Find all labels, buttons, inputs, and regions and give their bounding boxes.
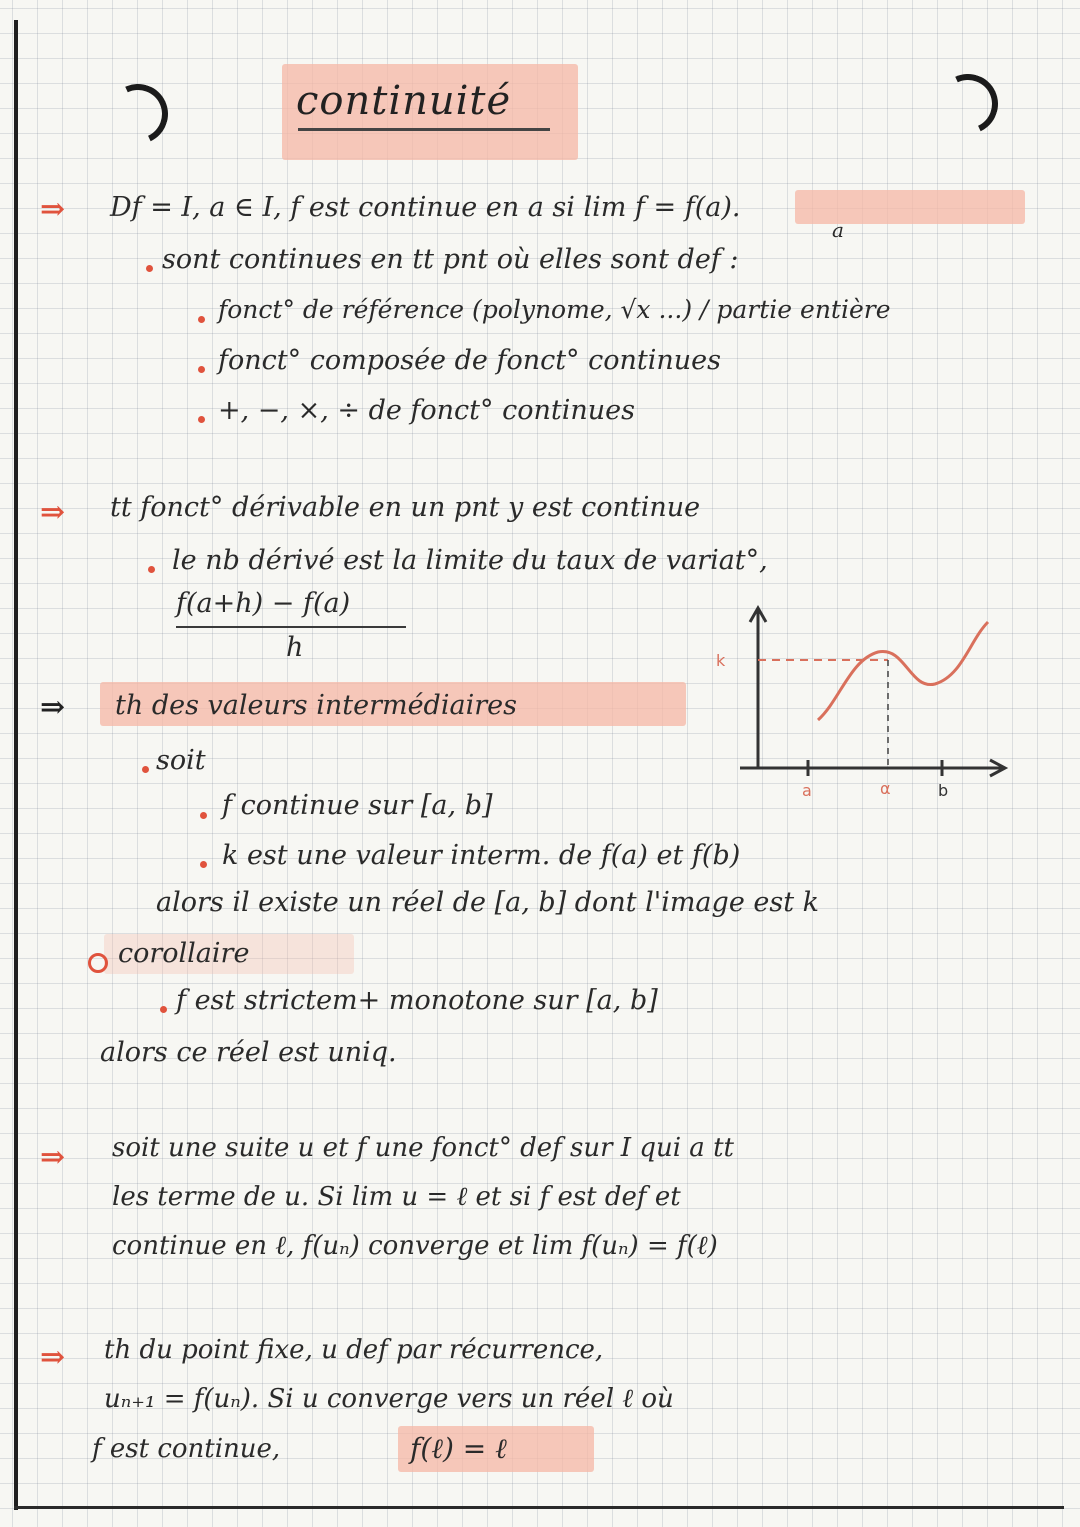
page-left-border — [14, 20, 18, 1510]
bullet-dot — [198, 316, 205, 323]
k-label: k — [716, 651, 726, 670]
fixed-point-condition: f est continue, — [92, 1434, 281, 1464]
ivt-soit: soit — [156, 745, 206, 776]
continuous-where-defined: sont continues en tt pnt où elles sont def : — [162, 244, 739, 275]
fixed-point-recurrence: uₙ₊₁ = f(uₙ). Si u converge vers un réel ℓ où — [104, 1384, 674, 1414]
a-label: a — [802, 781, 812, 800]
page-title: continuité — [296, 78, 512, 124]
item-operations: +, −, ×, ÷ de fonct° continues — [218, 395, 635, 426]
fraction-bar — [176, 626, 406, 628]
bullet-dot — [160, 1006, 167, 1013]
circle-bullet — [88, 953, 108, 973]
fixed-point-heading: th du point fixe, u def par récurrence, — [104, 1335, 604, 1365]
ivt-heading: th des valeurs intermédiaires — [115, 690, 517, 721]
title-underline — [298, 128, 550, 131]
sequence-line-2: les terme de u. Si lim u = ℓ et si f est def et — [112, 1182, 681, 1212]
arrow-icon: ⇒ — [40, 192, 66, 227]
arrow-icon: ⇒ — [40, 1340, 66, 1375]
limit-highlight — [795, 190, 1025, 224]
corollary-conclusion: alors ce réel est uniq. — [100, 1037, 397, 1068]
ivt-condition-continuous: f continue sur [a, b] — [222, 790, 493, 821]
page-bottom-border — [14, 1506, 1064, 1509]
b-label: b — [938, 781, 949, 800]
limit-subscript: a — [832, 218, 844, 242]
arrow-icon: ⇒ — [40, 1140, 66, 1175]
sequence-line-3: continue en ℓ, f(uₙ) converge et lim f(uₙ) = f(ℓ) — [112, 1231, 718, 1261]
sequence-line-1: soit une suite u et f une fonct° def sur I qui a tt — [112, 1133, 734, 1163]
arrow-icon: ⇒ — [40, 495, 66, 530]
derivative-limit: le nb dérivé est la limite du taux de variat°, — [172, 545, 768, 576]
bullet-dot — [200, 812, 207, 819]
corollary-condition: f est strictem+ monotone sur [a, b] — [176, 985, 658, 1016]
bullet-dot — [198, 366, 205, 373]
derivable-continuous: tt fonct° dérivable en un pnt y est continue — [110, 492, 701, 523]
rate-numerator: f(a+h) − f(a) — [176, 588, 351, 619]
alpha-label: α — [880, 779, 891, 798]
corollary-label: corollaire — [118, 938, 250, 969]
bullet-dot — [146, 265, 153, 272]
ivt-condition-k: k est une valeur interm. de f(a) et f(b) — [222, 840, 741, 871]
fixed-point-result: f(ℓ) = ℓ — [410, 1432, 507, 1465]
item-reference-functions: fonct° de référence (polynome, √x ...) / partie entière — [218, 295, 891, 324]
bullet-dot — [142, 766, 149, 773]
bullet-dot — [200, 861, 207, 868]
continuity-definition: Df = I, a ∈ I, f est continue en a si lim f = f(a). — [110, 192, 741, 223]
item-composed-functions: fonct° composée de fonct° continues — [218, 345, 722, 376]
ivt-graph — [700, 600, 1020, 810]
rate-denominator: h — [286, 632, 304, 663]
ivt-conclusion: alors il existe un réel de [a, b] dont l'image est k — [156, 887, 820, 918]
bullet-dot — [148, 566, 155, 573]
arrow-icon: ⇒ — [40, 690, 66, 725]
curve — [818, 622, 988, 720]
bullet-dot — [198, 416, 205, 423]
